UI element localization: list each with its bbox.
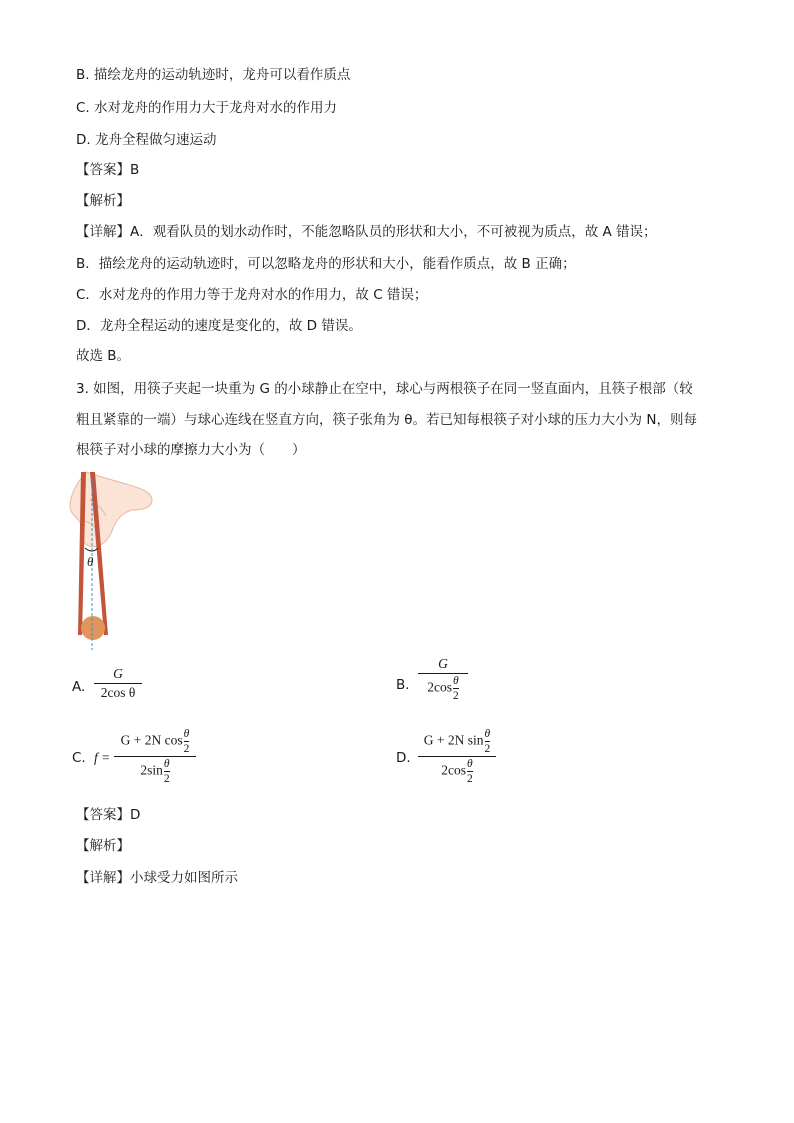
option-a-letter: A.: [72, 679, 86, 695]
option-b-fraction: G $2\cos\frac{\theta}{2}$: [418, 656, 468, 702]
option-c-fraction: G + 2N $\cos\frac{\theta}{2}$ $2\sin\frac{\theta}{2}$: [114, 728, 196, 785]
option-b-prev: B. 描绘龙舟的运动轨迹时，龙舟可以看作质点: [76, 67, 351, 83]
detail-b: B．描绘龙舟的运动轨迹时，可以忽略龙舟的形状和大小，能看作质点，故 B 正确；: [76, 256, 576, 272]
question3-line1: 3. 如图，用筷子夹起一块重为 G 的小球静止在空中，球心与两根筷子在同一竖直面内，且筷子根部（较: [76, 381, 693, 397]
option-a-fraction: G 2cos θ: [94, 666, 142, 701]
chopsticks-figure: [68, 470, 158, 652]
answer-prev: 【答案】B: [76, 162, 140, 178]
detail-a: 【详解】A．观看队员的划水动作时，不能忽略队员的形状和大小，不可被视为质点，故 A 错误；: [76, 224, 657, 240]
option-d-letter: D.: [396, 750, 411, 766]
option-b-letter: B.: [396, 677, 410, 693]
detail-c: C．水对龙舟的作用力等于龙舟对水的作用力，故 C 错误；: [76, 287, 428, 303]
option-c-prev: C. 水对龙舟的作用力大于龙舟对水的作用力: [76, 100, 338, 116]
question3-line3: 根筷子对小球的摩擦力大小为（ ）: [76, 442, 306, 458]
option-d[interactable]: [396, 728, 596, 792]
option-b[interactable]: [396, 656, 536, 716]
answer3: 【答案】D: [76, 807, 141, 823]
theta-label: θ: [87, 554, 94, 569]
detail-d: D．龙舟全程运动的速度是变化的，故 D 错误。: [76, 318, 362, 334]
option-c-prefix: f =: [94, 750, 111, 765]
choose-answer: 故选 B。: [76, 348, 131, 364]
ball: [81, 616, 105, 640]
option-c[interactable]: [72, 728, 272, 792]
chopsticks-illustration: [68, 470, 158, 652]
analysis3: 【解析】: [76, 838, 130, 854]
analysis-prev: 【解析】: [76, 193, 130, 209]
option-c-letter: C.: [72, 750, 86, 766]
detail3: 【详解】小球受力如图所示: [76, 870, 238, 886]
option-d-prev: D. 龙舟全程做匀速运动: [76, 132, 217, 148]
question3-line2: 粗且紧靠的一端）与球心连线在竖直方向，筷子张角为 θ。若已知每根筷子对小球的压力大小为 N，则每: [76, 412, 697, 428]
option-a[interactable]: [72, 666, 192, 714]
option-d-fraction: G + 2N $\sin\frac{\theta}{2}$ $2\cos\frac{\theta}{2}$: [418, 728, 496, 785]
